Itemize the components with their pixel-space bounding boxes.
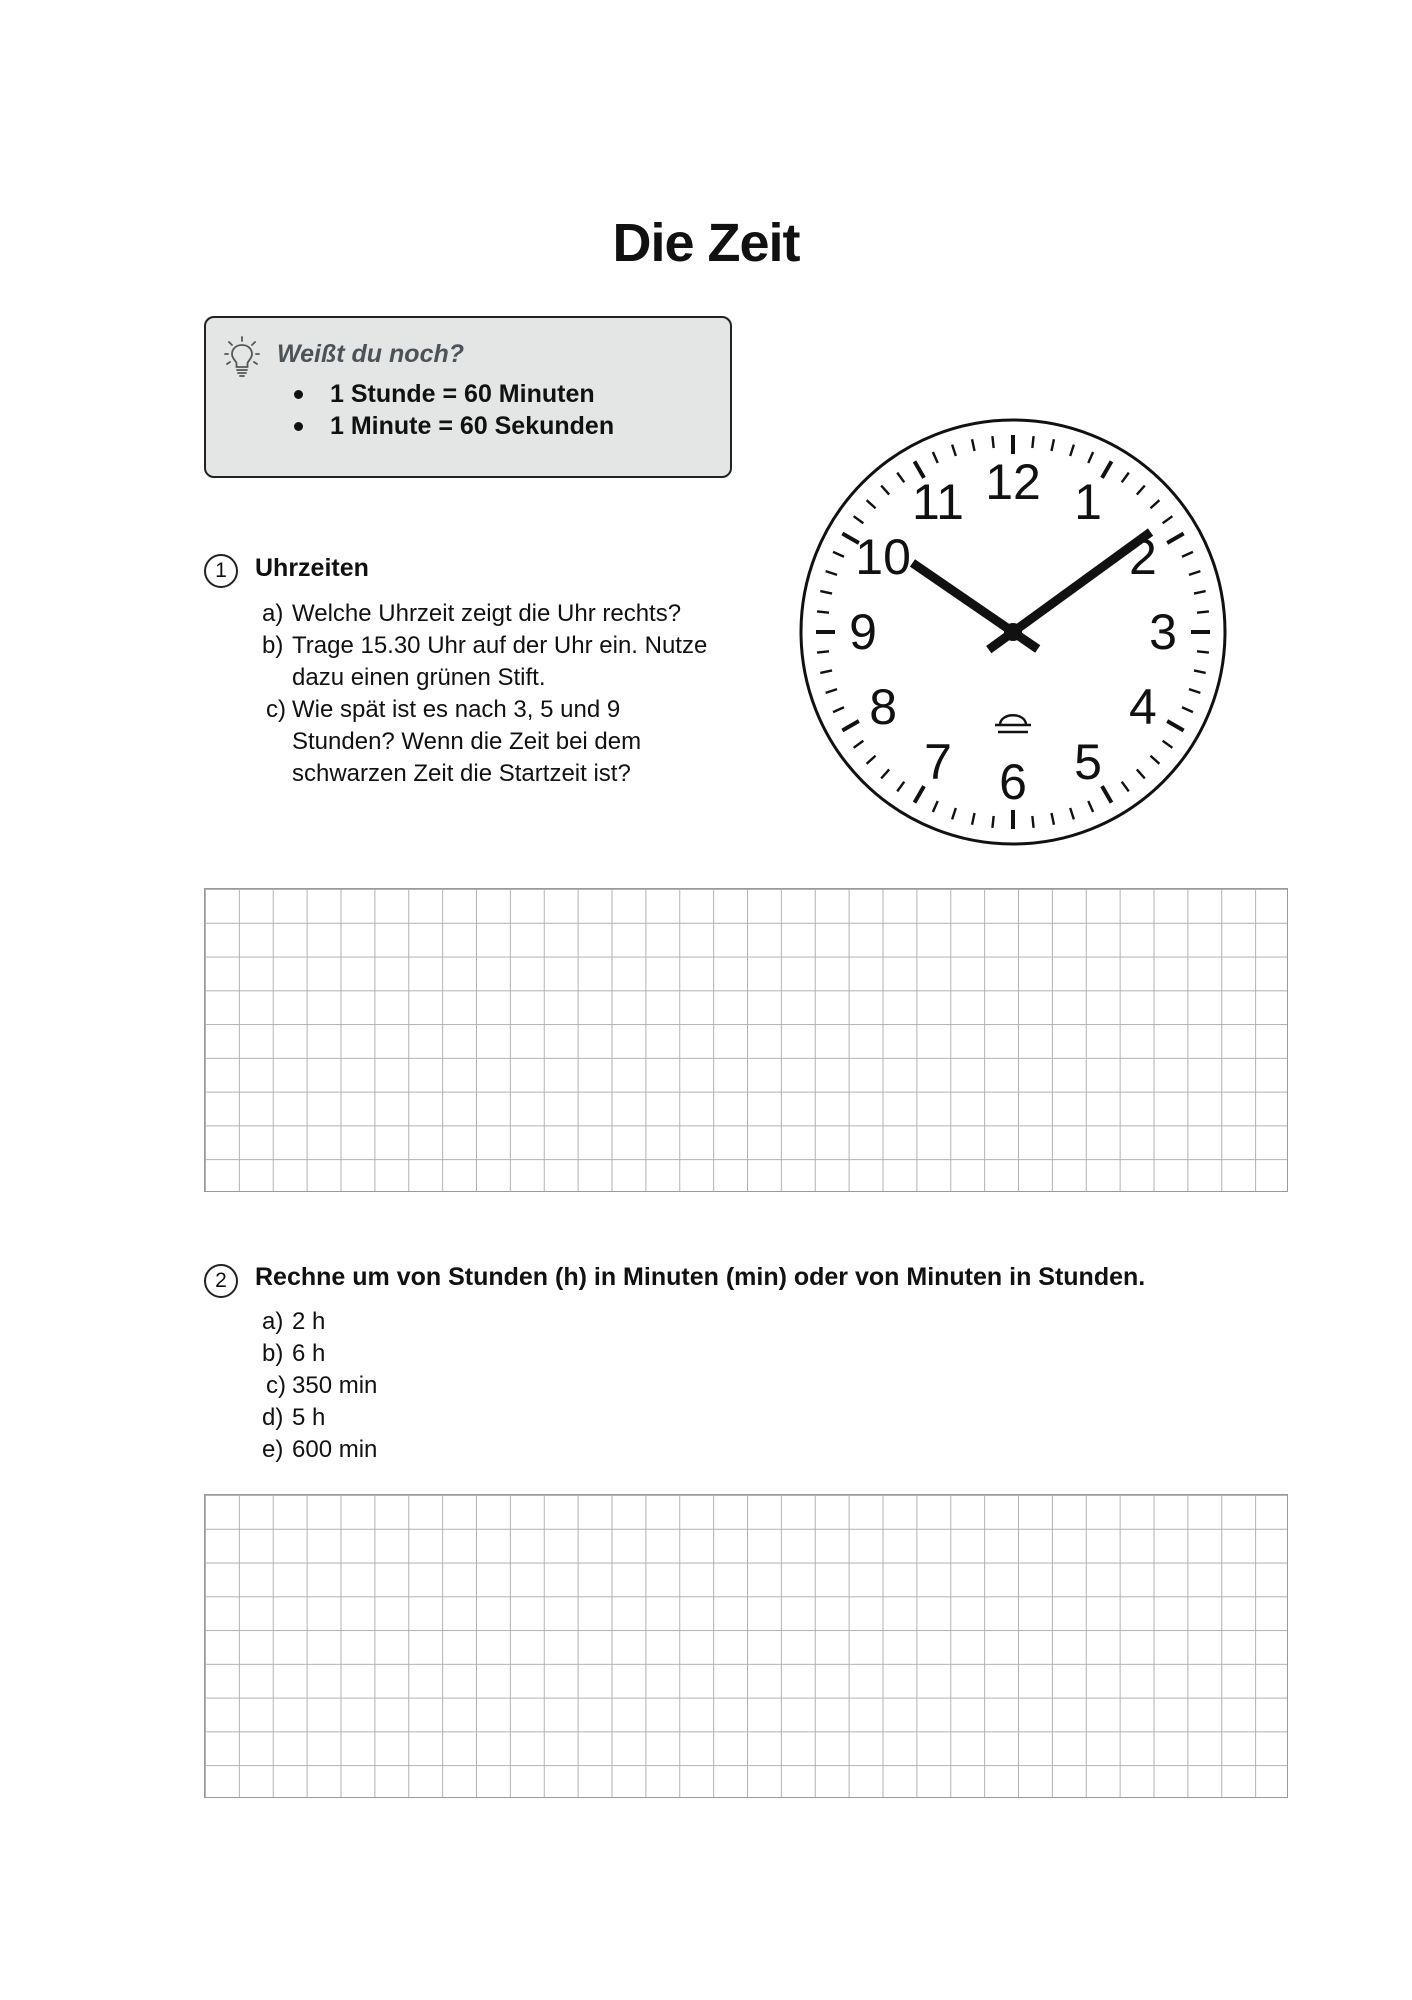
clock-numeral: 12	[985, 454, 1041, 510]
clock-numeral: 2	[1128, 529, 1157, 585]
minute-tick	[817, 651, 829, 652]
clock-center	[1004, 623, 1022, 641]
item-label: a)	[262, 1308, 284, 1335]
clock-numeral: 1	[1074, 474, 1102, 531]
clock-numeral: 6	[999, 754, 1027, 810]
item-text: Trage 15.30 Uhr auf der Uhr ein. Nutze dazu einen grünen Stift.	[292, 632, 708, 691]
list-item	[262, 1370, 662, 1402]
list-item	[262, 598, 722, 630]
list-item	[262, 630, 722, 694]
task-heading-1: Uhrzeiten	[255, 554, 369, 582]
item-label: d)	[262, 1404, 284, 1431]
clock-numeral: 9	[849, 604, 877, 660]
task-list-1	[262, 598, 722, 790]
task-number-2: 2	[204, 1264, 238, 1298]
item-text: 600 min	[292, 1436, 378, 1463]
minute-tick	[992, 816, 993, 828]
item-text: Wie spät ist es nach 3, 5 und 9 Stunden? Wenn die Zeit bei dem schwarzen Zeit die Startzeit ist?	[292, 696, 642, 787]
list-item	[262, 1434, 662, 1466]
item-text: 6 h	[292, 1340, 326, 1367]
clock-numeral: 7	[924, 733, 952, 790]
list-item	[262, 1306, 662, 1338]
item-label: c)	[266, 696, 286, 723]
item-text: Welche Uhrzeit zeigt die Uhr rechts?	[292, 600, 682, 627]
answer-grid-2[interactable]	[204, 1494, 1288, 1798]
lightbulb-icon	[224, 336, 260, 380]
clock-numeral: 4	[1128, 679, 1157, 735]
minute-tick	[817, 611, 829, 612]
item-label: b)	[262, 632, 284, 659]
info-box	[204, 316, 732, 478]
clock-numeral: 8	[869, 679, 898, 735]
item-text: 350 min	[292, 1372, 378, 1399]
info-item: 1 Minute = 60 Sekunden	[294, 410, 614, 442]
clock-numeral: 3	[1149, 604, 1177, 660]
minute-tick	[1032, 436, 1033, 448]
minute-tick	[1197, 651, 1209, 652]
item-label: a)	[262, 600, 284, 627]
answer-grid-1[interactable]	[204, 888, 1288, 1192]
minute-tick	[992, 436, 993, 448]
item-text: 5 h	[292, 1404, 326, 1431]
item-label: c)	[266, 1372, 286, 1399]
task-number-1: 1	[204, 554, 238, 588]
info-title: Weißt du noch?	[277, 340, 465, 368]
info-item: 1 Stunde = 60 Minuten	[294, 378, 614, 410]
list-item	[262, 694, 722, 790]
minute-tick	[1032, 816, 1033, 828]
clock-numeral: 5	[1074, 733, 1102, 790]
item-text: 2 h	[292, 1308, 326, 1335]
analog-clock	[790, 412, 1236, 858]
clock-numeral: 10	[855, 529, 911, 585]
item-label: b)	[262, 1340, 284, 1367]
info-list	[294, 378, 614, 442]
item-label: e)	[262, 1436, 284, 1463]
task-heading-2: Rechne um von Stunden (h) in Minuten (min) oder von Minuten in Stunden.	[255, 1263, 1146, 1291]
list-item	[262, 1402, 662, 1434]
minute-tick	[1197, 611, 1209, 612]
clock-numeral: 11	[912, 474, 964, 531]
list-item	[262, 1338, 662, 1370]
page-title: Die Zeit	[612, 213, 800, 273]
task-list-2	[262, 1306, 662, 1466]
